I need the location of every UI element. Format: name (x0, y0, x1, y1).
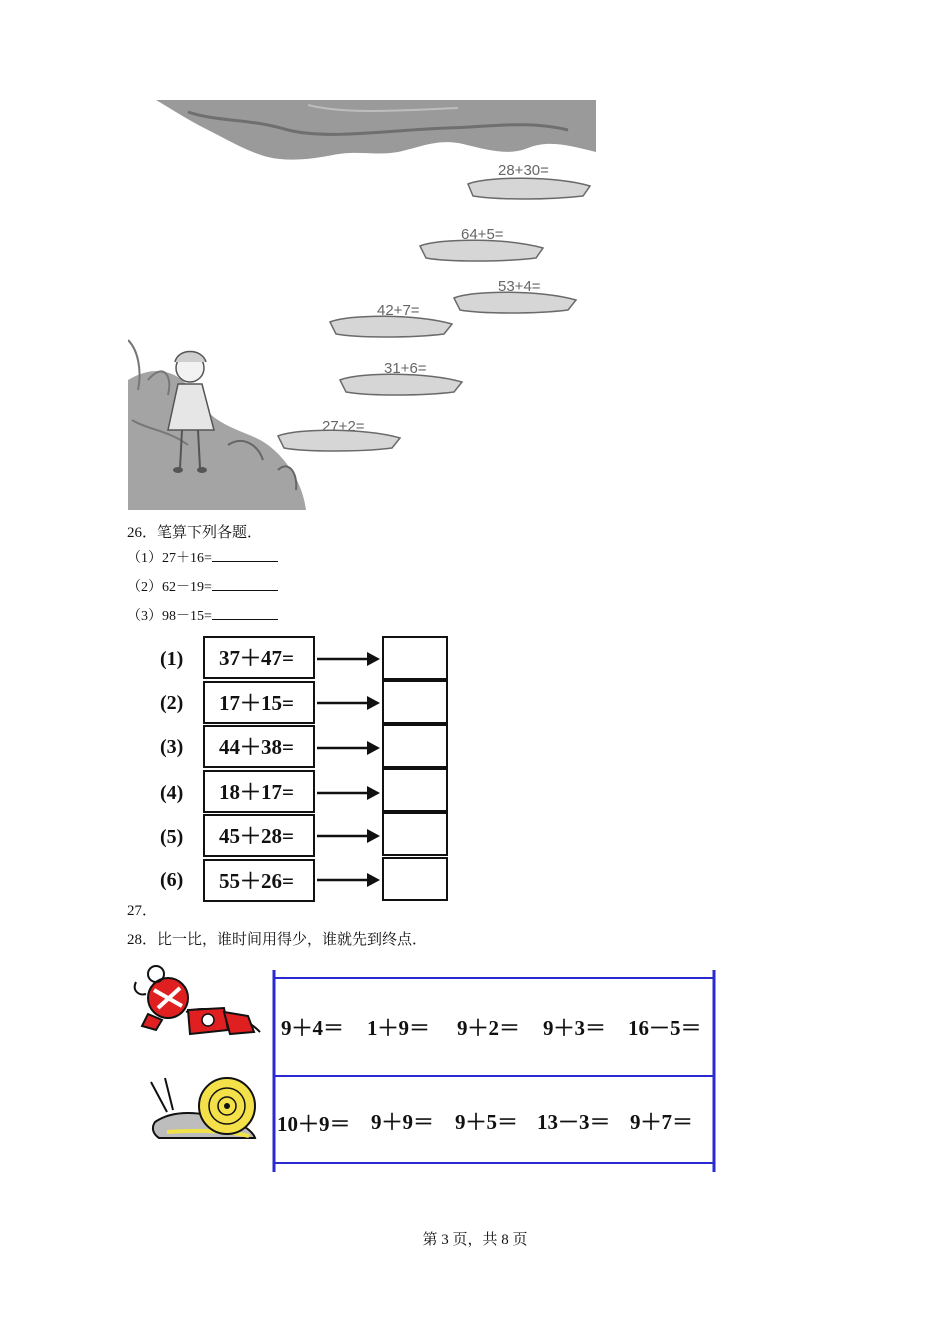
arrow-icon (317, 829, 381, 843)
snail-icon (145, 1072, 260, 1147)
expression-cell: 37＋47= (203, 636, 315, 679)
answer-box[interactable] (382, 857, 448, 901)
race-expression: 9＋5＝ (455, 1110, 518, 1134)
riverbank-bottom (128, 371, 306, 510)
answer-box[interactable] (382, 636, 448, 680)
row-label: (6) (160, 869, 184, 891)
answer-blank[interactable] (212, 607, 278, 620)
arrow-icon (317, 786, 381, 800)
stone-5 (340, 374, 462, 395)
stone-3 (454, 292, 576, 313)
q26-item-text: （1）27＋16= (127, 551, 212, 566)
race-expression: 9＋4＝ (281, 1016, 344, 1040)
race-expression: 9＋7＝ (630, 1110, 693, 1134)
row-label: (1) (160, 648, 184, 670)
expression-cell: 44＋38= (203, 725, 315, 768)
stone-4 (330, 316, 452, 337)
expression-cell: 55＋26= (203, 859, 315, 902)
race-expression: 9＋9＝ (371, 1110, 434, 1134)
q26-item-1 (127, 547, 278, 567)
answer-box[interactable] (382, 812, 448, 856)
answer-box[interactable] (382, 680, 448, 724)
q26-title: 26．笔算下列各题． (127, 525, 263, 541)
row-label: (5) (160, 826, 184, 848)
arrow-icon (317, 741, 381, 755)
q26-item-2 (127, 576, 278, 596)
stone-label: 27+2= (322, 418, 365, 435)
answer-box[interactable] (382, 768, 448, 812)
answer-blank[interactable] (212, 578, 278, 591)
arrow-icon (317, 652, 381, 666)
race-expression: 1＋9＝ (367, 1016, 430, 1040)
stone-label: 28+30= (498, 162, 549, 179)
stone-1 (468, 178, 590, 199)
page-footer: 第 3 页，共 8 页 (422, 1232, 528, 1248)
row-label: (2) (160, 692, 184, 714)
race-expression: 9＋3＝ (543, 1016, 606, 1040)
answer-box[interactable] (382, 724, 448, 768)
q27-number: 27． (127, 903, 158, 919)
q26-item-text: （3）98－15= (127, 609, 212, 624)
q26-item-3 (127, 605, 278, 625)
race-expression: 10＋9＝ (277, 1112, 351, 1136)
q28-title: 28．比一比，谁时间用得少，谁就先到终点． (127, 932, 428, 948)
expression-cell: 17＋15= (203, 681, 315, 724)
race-expression: 13－3＝ (537, 1110, 611, 1134)
expression-cell: 18＋17= (203, 770, 315, 813)
stone-2 (420, 240, 543, 261)
riverbank-top (156, 100, 596, 160)
row-label: (3) (160, 736, 184, 758)
arrow-icon (317, 873, 381, 887)
race-expression: 9＋2＝ (457, 1016, 520, 1040)
stone-label: 53+4= (498, 278, 541, 295)
red-runner-icon (128, 960, 268, 1050)
race-expression: 16－5＝ (628, 1016, 702, 1040)
stone-label: 31+6= (384, 360, 427, 377)
expression-cell: 45＋28= (203, 814, 315, 857)
stone-label: 42+7= (377, 302, 420, 319)
stone-label: 64+5= (461, 226, 504, 243)
q26-item-text: （2）62－19= (127, 580, 212, 595)
row-label: (4) (160, 782, 184, 804)
race-track (268, 966, 720, 1176)
answer-blank[interactable] (212, 549, 278, 562)
stepping-stones-illustration (128, 100, 598, 510)
arrow-icon (317, 696, 381, 710)
